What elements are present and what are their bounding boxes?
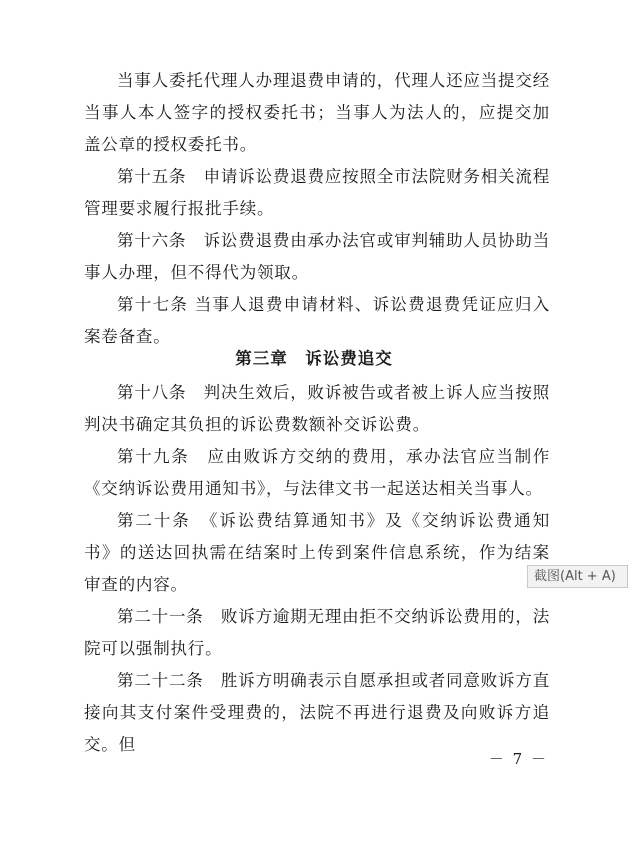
chapter-heading: 第三章 诉讼费追交 <box>235 349 393 368</box>
paragraph-proxy-authorization: 当事人委托代理人办理退费申请的，代理人还应当提交经当事人本人签字的授权委托书；当事人为法人的，应提交加盖公章的授权委托书。 <box>84 71 550 154</box>
paragraph-article-18: 第十八条 判决生效后，败诉被告或者被上诉人应当按照判决书确定其负担的诉讼费数额补交诉讼费。 <box>84 383 550 434</box>
screenshot-tooltip: 截图(Alt + A) <box>527 565 628 588</box>
paragraph-article-19: 第十九条 应由败诉方交纳的费用，承办法官应当制作《交纳诉讼费用通知书》，与法律文书一起送达相关当事人。 <box>84 447 550 498</box>
paragraph-article-21: 第二十一条 败诉方逾期无理由拒不交纳诉讼费用的，法院可以强制执行。 <box>84 607 550 658</box>
paragraph-article-16: 第十六条 诉讼费退费由承办法官或审判辅助人员协助当事人办理，但不得代为领取。 <box>84 231 550 282</box>
page-number: － 7 － <box>488 750 548 768</box>
paragraph-article-15: 第十五条 申请诉讼费退费应按照全市法院财务相关流程管理要求履行报批手续。 <box>84 167 550 218</box>
paragraph-article-22: 第二十二条 胜诉方明确表示自愿承担或者同意败诉方直接向其支付案件受理费的，法院不再进行退费及向败诉方追交。但 <box>84 671 550 754</box>
paragraph-article-17: 第十七条 当事人退费申请材料、诉讼费退费凭证应归入案卷备查。 <box>84 295 550 346</box>
paragraph-article-20: 第二十条 《诉讼费结算通知书》及《交纳诉讼费通知书》的送达回执需在结案时上传到案件信息系统，作为结案审查的内容。 <box>84 511 550 594</box>
